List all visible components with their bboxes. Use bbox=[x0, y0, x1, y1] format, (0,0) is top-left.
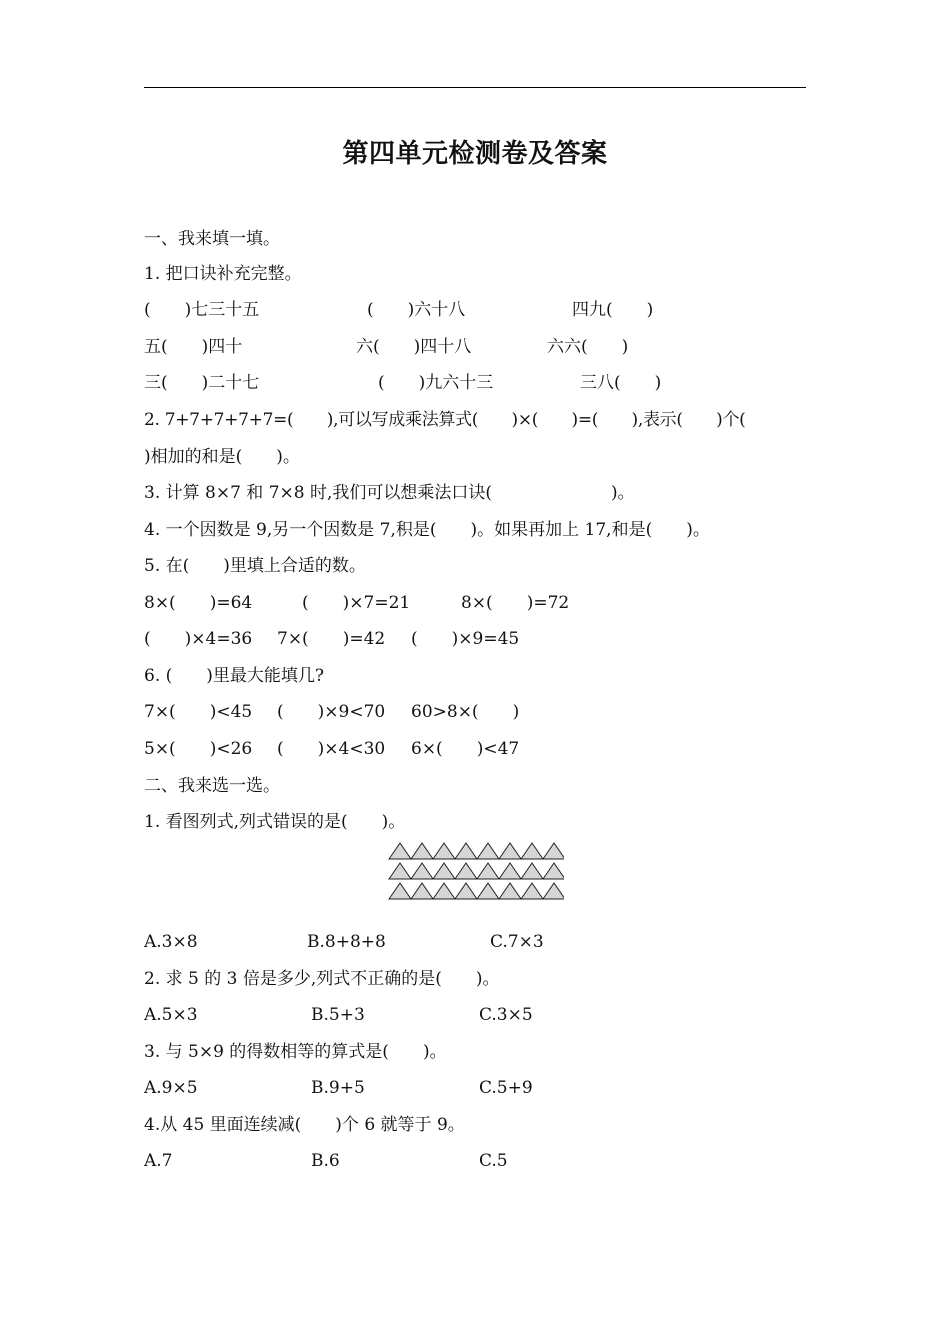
q1-item: ( )六十八 bbox=[367, 300, 466, 320]
choice-option: B.8+8+8 bbox=[307, 932, 386, 952]
triangle-icon bbox=[499, 863, 521, 879]
triangle-icon bbox=[389, 883, 411, 899]
choice-q2-prompt: 2. 求 5 的 3 倍是多少,列式不正确的是( )。 bbox=[144, 969, 500, 989]
q5-item: ( )×7=21 bbox=[302, 593, 411, 613]
triangle-icon bbox=[433, 863, 455, 879]
q1-item: 六( )四十八 bbox=[356, 337, 472, 357]
triangle-icon bbox=[389, 863, 411, 879]
triangle-icon bbox=[499, 883, 521, 899]
triangle-icon bbox=[389, 843, 411, 859]
choice-option: B.9+5 bbox=[311, 1078, 365, 1098]
q6-item: 5×( )<26 bbox=[144, 739, 253, 759]
q1-item: ( )七三十五 bbox=[144, 300, 260, 320]
q5-item: ( )×9=45 bbox=[411, 629, 520, 649]
choice-option: C.7×3 bbox=[490, 932, 544, 952]
q1-item: 三( )二十七 bbox=[144, 373, 260, 393]
choice-option: A.9×5 bbox=[144, 1078, 198, 1098]
choice-q4-prompt: 4.从 45 里面连续减( )个 6 就等于 9。 bbox=[144, 1115, 465, 1135]
q1-prompt: 1. 把口诀补充完整。 bbox=[144, 264, 302, 284]
section2-heading: 二、我来选一选。 bbox=[144, 776, 280, 796]
choice-option: C.3×5 bbox=[479, 1005, 533, 1025]
triangle-icon bbox=[411, 843, 433, 859]
triangle-icon bbox=[411, 883, 433, 899]
q1-item: ( )九六十三 bbox=[378, 373, 494, 393]
choice-option: A.7 bbox=[144, 1151, 173, 1171]
triangle-icon bbox=[455, 843, 477, 859]
q6-item: ( )×4<30 bbox=[277, 739, 386, 759]
triangle-icon bbox=[477, 843, 499, 859]
q1-item: 三八( ) bbox=[580, 373, 662, 393]
q5-item: 8×( )=72 bbox=[461, 593, 570, 613]
choice-option: A.5×3 bbox=[144, 1005, 198, 1025]
triangle-icon bbox=[477, 883, 499, 899]
choice-option: B.6 bbox=[311, 1151, 340, 1171]
choice-option: B.5+3 bbox=[311, 1005, 365, 1025]
triangle-icon bbox=[521, 863, 543, 879]
choice-option: A.3×8 bbox=[144, 932, 198, 952]
q4: 4. 一个因数是 9,另一个因数是 7,积是( )。如果再加上 17,和是( )。 bbox=[144, 520, 710, 540]
q2-line2: )相加的和是( )。 bbox=[144, 447, 300, 467]
q1-item: 四九( ) bbox=[572, 300, 654, 320]
section1-heading: 一、我来填一填。 bbox=[144, 229, 280, 249]
choice-option: C.5 bbox=[479, 1151, 508, 1171]
triangle-icon bbox=[477, 863, 499, 879]
q6-item: 60>8×( ) bbox=[411, 702, 520, 722]
triangle-icon bbox=[411, 863, 433, 879]
q5-prompt: 5. 在( )里填上合适的数。 bbox=[144, 556, 366, 576]
choice-option: C.5+9 bbox=[479, 1078, 533, 1098]
q5-item: 8×( )=64 bbox=[144, 593, 253, 613]
triangle-icon bbox=[543, 843, 564, 859]
triangle-icon bbox=[543, 883, 564, 899]
triangle-icon bbox=[433, 883, 455, 899]
choice-q3-prompt: 3. 与 5×9 的得数相等的算式是( )。 bbox=[144, 1042, 447, 1062]
q1-item: 五( )四十 bbox=[144, 337, 243, 357]
triangle-icon bbox=[543, 863, 564, 879]
triangle-array-figure bbox=[388, 842, 564, 902]
triangle-icon bbox=[455, 883, 477, 899]
q2-line1: 2. 7+7+7+7+7=( ),可以写成乘法算式( )×( )=( ),表示( )个( bbox=[144, 410, 746, 430]
header-rule bbox=[144, 87, 806, 88]
q6-prompt: 6. ( )里最大能填几? bbox=[144, 666, 325, 686]
q5-item: ( )×4=36 bbox=[144, 629, 253, 649]
page-title: 第四单元检测卷及答案 bbox=[342, 139, 608, 169]
triangle-icon bbox=[455, 863, 477, 879]
triangle-icon bbox=[499, 843, 521, 859]
q6-item: 6×( )<47 bbox=[411, 739, 520, 759]
choice-q1-prompt: 1. 看图列式,列式错误的是( )。 bbox=[144, 812, 406, 832]
triangle-icon bbox=[521, 883, 543, 899]
q6-item: 7×( )<45 bbox=[144, 702, 253, 722]
q1-item: 六六( ) bbox=[547, 337, 629, 357]
q6-item: ( )×9<70 bbox=[277, 702, 386, 722]
triangle-icon bbox=[433, 843, 455, 859]
q3: 3. 计算 8×7 和 7×8 时,我们可以想乘法口诀( )。 bbox=[144, 483, 635, 503]
triangle-icon bbox=[521, 843, 543, 859]
q5-item: 7×( )=42 bbox=[277, 629, 386, 649]
